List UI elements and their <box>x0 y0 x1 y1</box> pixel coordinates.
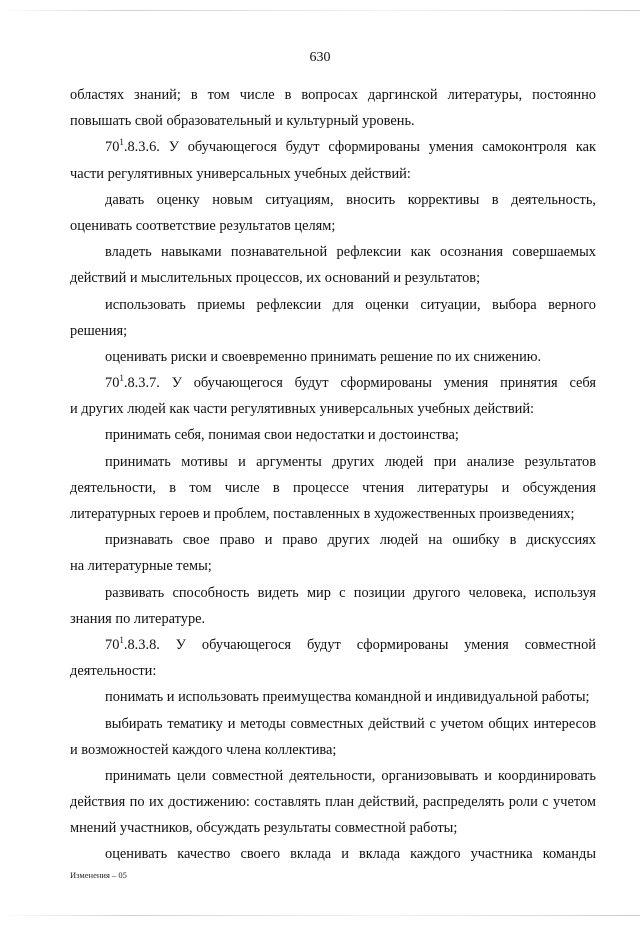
section-number-superscript: 1 <box>119 634 124 645</box>
section-number-superscript: 1 <box>119 373 124 384</box>
text-line: части регулятивных универсальных учебных действий: <box>70 165 411 182</box>
text-line: и других людей как части регулятивных универсальных учебных действий: <box>70 401 535 418</box>
text-line: повышать свой образовательный и культурный уровень. <box>70 113 415 130</box>
section-number-superscript: 1 <box>119 137 124 148</box>
section-heading-text: .8.3.6. У обучающегося будут сформированы умения самоконтроля как <box>123 139 596 156</box>
text-line: на литературные темы; <box>70 558 212 575</box>
text-line: принимать мотивы и аргументы других людей при анализе результатов <box>105 453 596 470</box>
text-line: областях знаний; в том числе в вопросах даргинской литературы, постоянно <box>70 87 596 103</box>
scan-edge-bottom <box>0 915 640 916</box>
text-line: владеть навыками познавательной рефлексии как осознания совершаемых <box>105 244 596 261</box>
footer-revision-note: Изменения – 05 <box>70 870 127 880</box>
text-line: использовать приемы рефлексии для оценки ситуации, выбора верного <box>105 296 596 313</box>
text-line: признавать свое право и право других людей на ошибку в дискуссиях <box>105 532 596 549</box>
text-line: мнений участников, обсуждать результаты совместной работы; <box>70 820 458 837</box>
text-line: оценивать качество своего вклада и вклада каждого участника команды <box>105 846 596 863</box>
section-heading-line <box>70 632 596 658</box>
text-line: давать оценку новым ситуациям, вносить коррективы в деятельность, <box>105 191 596 208</box>
text-line: оценивать риски и своевременно принимать решение по их снижению. <box>105 348 542 365</box>
text-line: действия по их достижению: составлять план действий, распределять роли с учетом <box>70 794 596 811</box>
text-line: понимать и использовать преимущества командной и индивидуальной работы; <box>105 689 590 706</box>
section-number: 70 <box>105 636 120 653</box>
text-line: оценивать соответствие результатов целям; <box>70 217 336 234</box>
text-line: выбирать тематику и методы совместных действий с учетом общих интересов <box>105 715 596 732</box>
text-line: действий и мыслительных процессов, их оснований и результатов; <box>70 270 481 287</box>
text-line: принимать цели совместной деятельности, организовывать и координировать <box>105 767 596 784</box>
scan-edge-top <box>0 10 640 11</box>
section-heading-text: .8.3.8. У обучающегося будут сформированы умения совместной <box>123 636 596 653</box>
text-line: знания по литературе. <box>70 610 206 627</box>
body-text <box>70 82 596 868</box>
text-line: принимать себя, понимая свои недостатки и достоинства; <box>105 427 459 444</box>
page-number: 630 <box>309 50 331 65</box>
text-line: деятельности, в том числе в процессе чтения литературы и обсуждения <box>70 479 596 496</box>
text-line: решения; <box>70 322 128 339</box>
text-line: развивать способность видеть мир с позиции другого человека, используя <box>105 584 596 601</box>
text-line: и возможностей каждого члена коллектива; <box>70 741 337 758</box>
section-heading-line <box>70 370 596 396</box>
text-line: литературных героев и проблем, поставленных в художественных произведениях; <box>70 506 575 522</box>
section-heading-line <box>70 134 596 160</box>
text-line: деятельности: <box>70 663 157 680</box>
section-number: 70 <box>105 375 120 392</box>
section-heading-text: .8.3.7. У обучающегося будут сформированы умения принятия себя <box>123 375 596 392</box>
section-number: 70 <box>105 139 120 156</box>
